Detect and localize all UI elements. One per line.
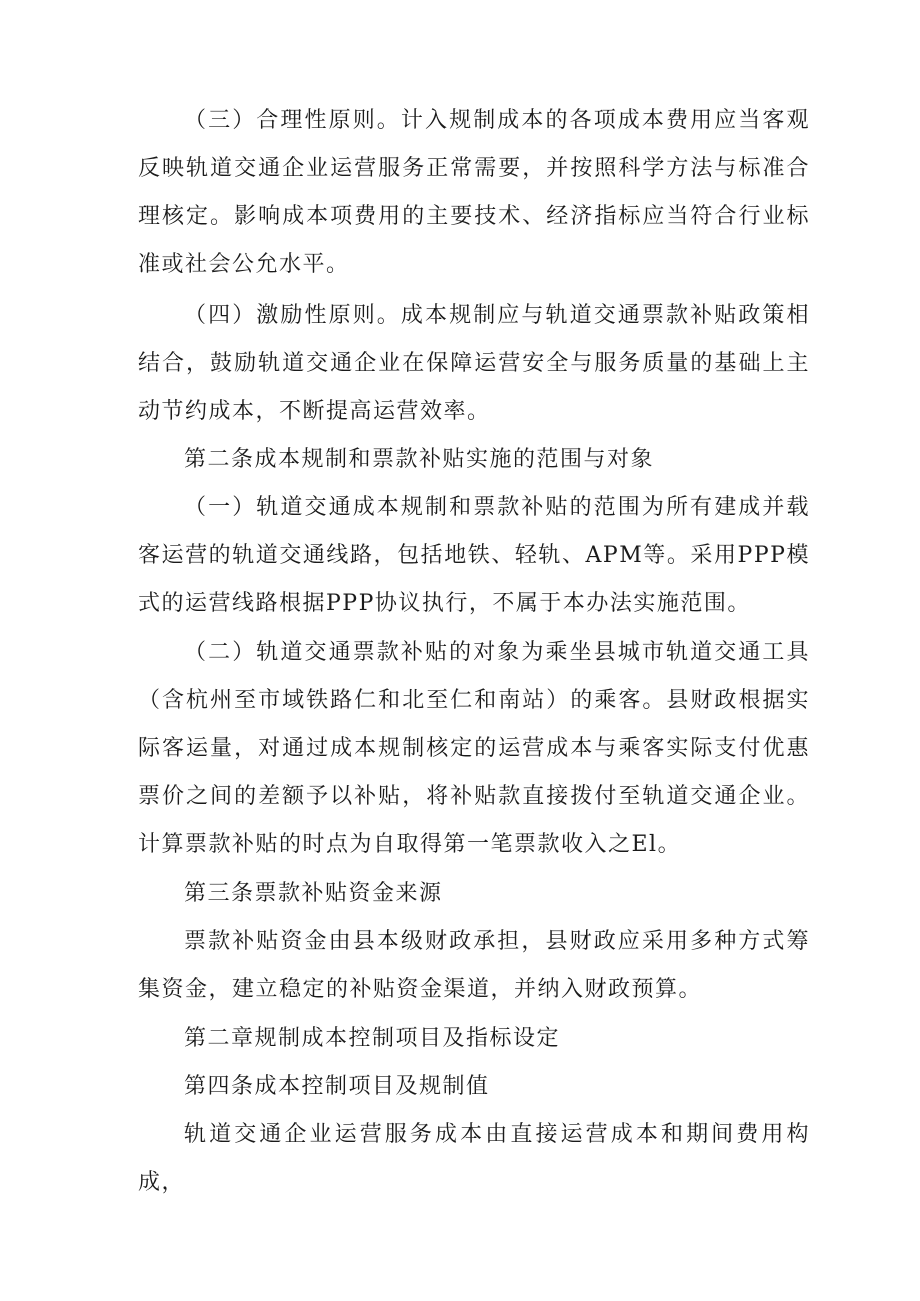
article-3-heading: 第三条票款补贴资金来源 (184, 881, 443, 906)
article-4-heading: 第四条成本控制项目及规制值 (184, 1074, 490, 1099)
paragraph-rationality-principle: （三）合理性原则。计入规制成本的各项成本费用应当客观反映轨道交通企业运营服务正常需要，并按照科学方法与标准合理核定。影响成本项费用的主要技术、经济指标应当符合行业标准或社会公允水平。 (138, 108, 810, 277)
paragraph-incentive-principle: （四）激励性原则。成本规制应与轨道交通票款补贴政策相结合，鼓励轨道交通企业在保障运营安全与服务质量的基础上主动节约成本，不断提高运营效率。 (138, 303, 810, 424)
article-2-heading: 第二条成本规制和票款补贴实施的范围与对象 (184, 447, 655, 472)
paragraph-funding-source: 票款补贴资金由县本级财政承担，县财政应采用多种方式筹集资金，建立稳定的补贴资金渠道，并纳入财政预算。 (138, 929, 810, 1002)
paragraph-scope: （一）轨道交通成本规制和票款补贴的范围为所有建成并载客运营的轨道交通线路，包括地铁、轻轨、APM等。采用PPP模式的运营线路根据PPP协议执行，不属于本办法实施范围。 (138, 495, 810, 616)
chapter-2-heading: 第二章规制成本控制项目及指标设定 (184, 1026, 561, 1051)
paragraph-cost-composition: 轨道交通企业运营服务成本由直接运营成本和期间费用构成， (138, 1122, 810, 1195)
paragraph-subsidy-target: （二）轨道交通票款补贴的对象为乘坐县城市轨道交通工具（含杭州至市域铁路仁和北至仁和南站）的乘客。县财政根据实际客运量，对通过成本规制核定的运营成本与乘客实际支付优惠票价之间的差额予以补贴，将补贴款直接拨付至轨道交通企业。计算票款补贴的时点为自取得第一笔票款收入之El。 (138, 640, 810, 857)
